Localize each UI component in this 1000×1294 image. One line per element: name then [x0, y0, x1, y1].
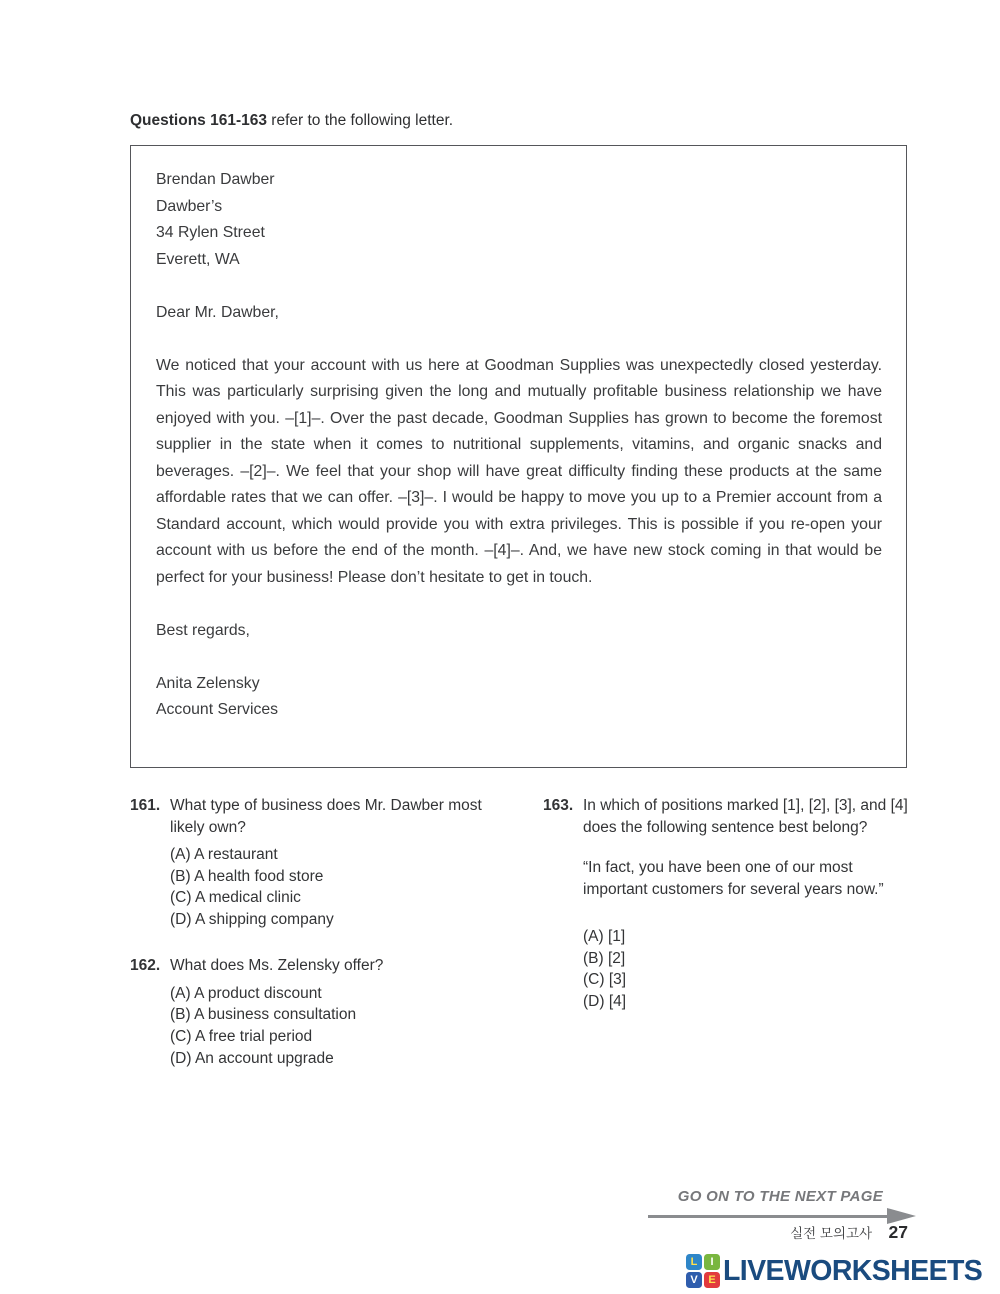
option-d[interactable]: (D) A shipping company [170, 910, 334, 928]
liveworksheets-logo-icon [686, 1254, 720, 1288]
question-161-options [170, 844, 498, 930]
letter-address-block [156, 167, 882, 273]
page-footer-label [640, 1222, 908, 1243]
question-text: In which of positions marked [1], [2], [3], and [4] does the following sentence best belong? [583, 797, 908, 836]
option-a[interactable]: (A) A product discount [170, 984, 322, 1002]
option-c[interactable]: (C) [3] [583, 971, 627, 989]
question-number: 162. [130, 957, 161, 975]
option-b[interactable]: (B) A health food store [170, 867, 324, 885]
logo-square-e: E [704, 1272, 720, 1288]
page-number: 27 [888, 1222, 908, 1242]
question-text: What type of business does Mr. Dawber most likely own? [170, 797, 482, 836]
question-162-options [170, 983, 498, 1069]
question-161-head [130, 795, 498, 838]
question-163-quote: “In fact, you have been one of our most important customers for several years now.” [583, 859, 884, 898]
arrow-line [648, 1215, 889, 1218]
option-c[interactable]: (C) A medical clinic [170, 889, 301, 907]
go-on-text: GO ON TO THE NEXT PAGE [677, 1188, 883, 1205]
option-d[interactable]: (D) An account upgrade [170, 1049, 334, 1067]
question-163-options [583, 926, 921, 1012]
question-text: What does Ms. Zelensky offer? [170, 957, 384, 975]
address-line: 34 Rylen Street [156, 224, 265, 241]
letter-closing: Best regards, [156, 621, 250, 639]
letter-box [130, 145, 907, 768]
logo-square-l: L [686, 1254, 702, 1270]
letter-body: We noticed that your account with us here at Goodman Supplies was unexpectedly closed yesterday. This was particularly surprising given the long and mutually profitable business relationship we have enjoyed with you. –[1]–. Over the past decade, Goodman Supplies has grown to become the foremost supplier in the state when it comes to nutritional supplements, vitamins, and organic snacks and beverages. –[2]–. We feel that your shop will have great difficulty finding these products at the same affordable rates that we can offer. –[3]–. I would be happy to move you up to a Premier account from a Standard account, which would provide you with extra privileges. This is possible if you re-open your account with us before the end of the month. –[4]–. And, we have new stock coming in that would be perfect for your business! Please don’t hesitate to get in touch. [156, 356, 882, 586]
liveworksheets-logo-text: LIVEWORKSHEETS [723, 1254, 983, 1287]
question-163-head [543, 795, 921, 838]
option-b[interactable]: (B) [2] [583, 949, 626, 967]
address-line: Everett, WA [156, 250, 240, 268]
question-163 [543, 795, 921, 1012]
go-on-next-page [648, 1188, 916, 1224]
option-d[interactable]: (D) [4] [583, 992, 627, 1010]
letter-signature-name: Anita Zelensky [156, 674, 260, 692]
address-line: Dawber’s [156, 197, 223, 215]
address-line: Brendan Dawber [156, 171, 275, 188]
questions-header [130, 112, 453, 130]
question-number: 163. [543, 797, 574, 814]
question-162-head [130, 955, 498, 977]
option-a[interactable]: (A) [1] [583, 928, 626, 945]
logo-square-i: I [704, 1254, 720, 1270]
question-number: 161. [130, 797, 161, 814]
questions-right-column [543, 795, 921, 1012]
questions-header-rest: refer to the following letter. [266, 112, 454, 129]
test-series-label: 실전 모의고사 [790, 1226, 873, 1241]
letter-salutation: Dear Mr. Dawber, [156, 303, 279, 321]
option-a[interactable]: (A) A restaurant [170, 846, 278, 863]
logo-square-v: V [686, 1272, 702, 1288]
letter-signature-title: Account Services [156, 701, 279, 718]
option-c[interactable]: (C) A free trial period [170, 1028, 313, 1046]
option-b[interactable]: (B) A business consultation [170, 1006, 357, 1024]
question-161 [130, 795, 498, 930]
questions-range: Questions 161-163 [130, 112, 267, 129]
liveworksheets-logo[interactable] [686, 1254, 982, 1288]
questions-left-column [130, 795, 498, 1069]
question-162 [130, 955, 498, 1069]
